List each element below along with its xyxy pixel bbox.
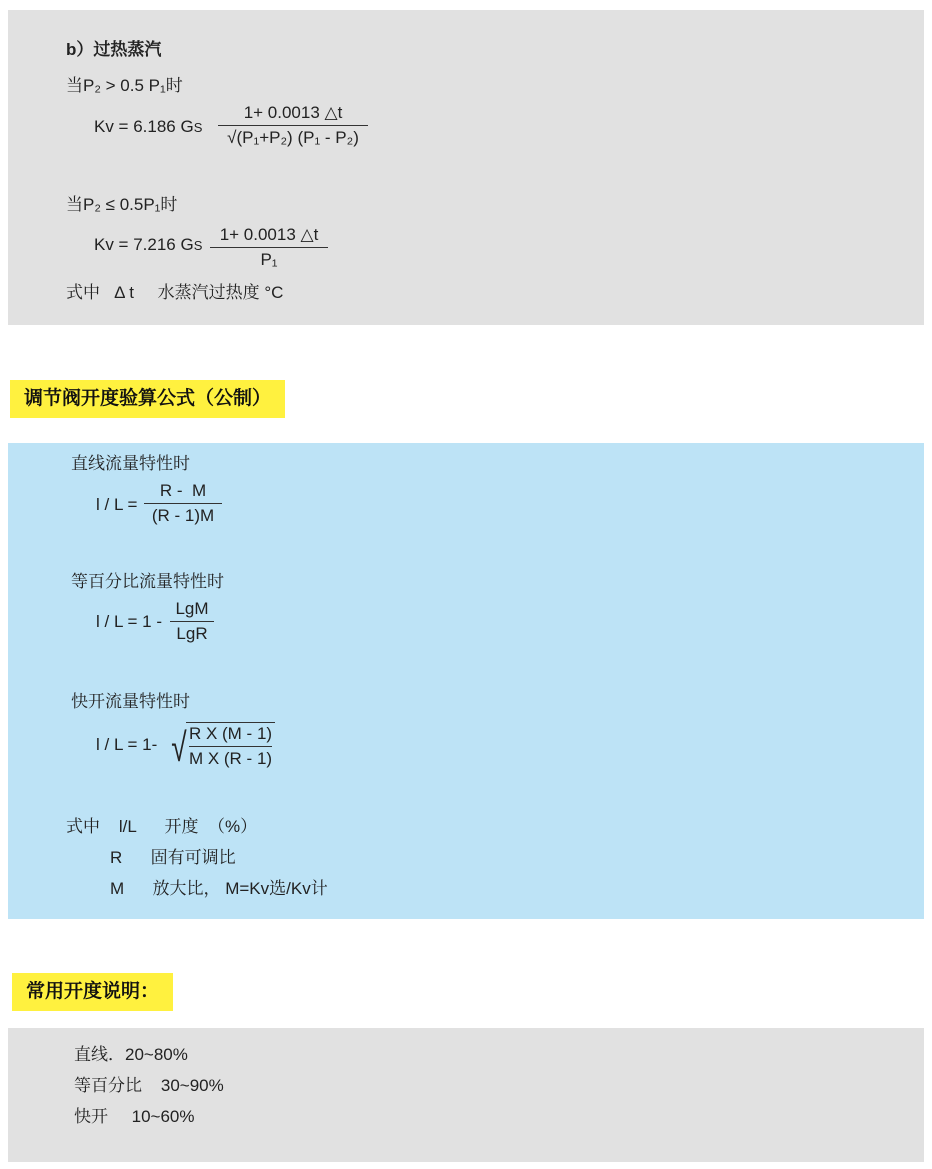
steam-case1-denominator [218,127,368,149]
common-heading: 常用开度说明： [12,973,173,1011]
metric-heading: 调节阀开度验算公式（公制） [10,380,285,418]
quick-label: 快开流量特性时 [71,692,190,711]
steam-case2-label: 当P₂ ≤ 0.5P₁时 [66,195,178,214]
steam-case1-gs-sub: S [193,120,203,135]
steam-case1-fraction [218,102,368,149]
fraction-bar [189,746,272,747]
eqp-numerator: LgM [175,599,209,618]
steam-case1-numerator: 1+ 0.0013 △t [243,103,343,122]
steam-case1-lhs-text: Kv = 6.186 G [94,117,194,136]
quick-fraction [186,722,275,770]
common-line2: 等百分比 30~90% [74,1076,224,1095]
linear-lhs: l / L = [96,495,138,514]
fraction-bar [210,247,328,248]
metric-where-line2: R 固有可调比 [110,848,236,867]
metric-where-line3: M 放大比， M=Kv选/Kv计 [110,879,328,898]
linear-denominator: (R - 1)M [151,506,215,525]
steam-case1-label: 当P₂ > 0.5 P₁时 [66,76,183,95]
steam-panel [8,10,924,325]
steam-note: 式中 Δ t 水蒸汽过热度 °C [66,283,284,302]
common-line1: 直线．20~80% [74,1045,188,1064]
eqp-lhs: l / L = 1 - [96,612,162,631]
quick-sqrt [168,718,279,770]
steam-case2-gs-sub: S [193,238,203,253]
steam-heading: b）过热蒸汽 [66,40,162,59]
eqp-fraction [170,598,214,645]
quick-denominator: M X (R - 1) [188,749,273,768]
common-panel [8,1028,924,1162]
steam-case1-lhs [94,117,202,138]
sqrt-icon: √ [171,726,187,770]
steam-case2-denominator: P₁ [260,250,278,269]
eqp-denominator: LgR [176,624,208,643]
steam-case2-fraction [210,224,328,271]
fraction-bar [170,621,214,622]
steam-case2-lhs-text: Kv = 7.216 G [94,235,194,254]
linear-label: 直线流量特性时 [71,454,190,473]
linear-fraction [144,480,222,527]
sqrt-icon: √ [227,128,237,147]
steam-case1-den-text: (P₁+P₂) (P₁ - P₂) [236,128,359,147]
fraction-bar [218,125,368,126]
steam-case2-lhs [94,235,202,256]
quick-numerator: R X (M - 1) [188,724,273,743]
quick-lhs: l / L = 1- [96,735,158,754]
linear-numerator: R - M [159,481,207,500]
eqp-label: 等百分比流量特性时 [71,572,224,591]
common-line3: 快开 10~60% [74,1107,195,1126]
metric-panel [8,443,924,919]
fraction-bar [144,503,222,504]
metric-where-line1: 式中 l/L 开度 （%） [66,817,258,836]
steam-case2-numerator: 1+ 0.0013 △t [219,225,319,244]
